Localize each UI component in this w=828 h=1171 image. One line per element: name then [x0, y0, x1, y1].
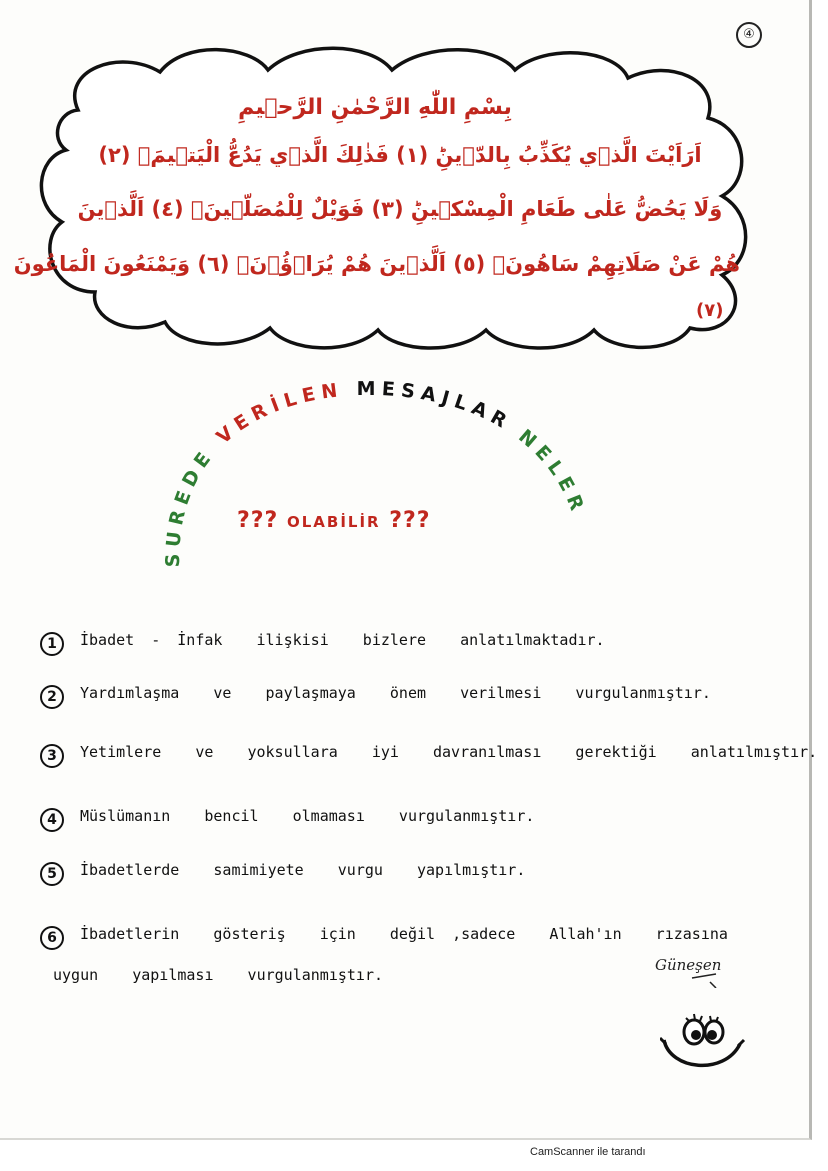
item-number: 5 — [40, 862, 64, 886]
olabilir-word: OLABİLİR — [286, 513, 381, 531]
item-text: Yetimlere ve yoksullara iyi davranılması gerektiği anlatılmıştır. — [80, 743, 818, 761]
item-number: 4 — [40, 808, 64, 832]
item-number: 6 — [40, 926, 64, 950]
item-text: İbadetlerde samimiyete vurgu yapılmıştır. — [80, 861, 526, 879]
arc-word-surede: SUREDE — [162, 443, 219, 568]
page-number: ④ — [736, 22, 762, 48]
signature-flourish — [690, 968, 720, 988]
item-text: İbadet - İnfak ilişkisi bizlere anlatılmaktadır. — [80, 631, 605, 649]
arc-word-neler: NELER — [514, 425, 590, 520]
item-number: 2 — [40, 685, 64, 709]
arc-word-mesajlar: MESAJLAR — [356, 377, 516, 436]
item-text: Yardımlaşma ve paylaşmaya önem verilmesi vurgulanmıştır. — [80, 684, 711, 702]
olabilir-heading — [237, 508, 431, 533]
surah-line-2: وَلَا يَحُضُّ عَلٰى طَعَامِ الْمِسْك۪ينِؕ (٣) فَوَيْلٌ لِلْمُصَلّ۪ينَۙ (٤) اَلَّذ۪ينَ — [77, 197, 723, 221]
item-number: 3 — [40, 744, 64, 768]
surah-end-marker: (٧) — [696, 300, 724, 321]
item-text: İbadetlerin gösteriş için değil ,sadece Allah'ın rızasına — [80, 925, 728, 943]
arc-word-verilen: VERİLEN — [212, 378, 345, 449]
surah-line-3: هُمْ عَنْ صَلَاتِهِمْ سَاهُونَۙ (٥) اَلَّذ۪ينَ هُمْ يُرَاۤؤُ۫نَۙ (٦) وَيَمْنَعُونَ الْمَاعُونَ — [13, 252, 740, 276]
question-marks-left: ??? — [237, 508, 279, 533]
item-text-continuation: uygun yapılması vurgulanmıştır. — [53, 966, 384, 984]
surah-line-1: اَرَاَيْتَ الَّذ۪ي يُكَذِّبُ بِالدّ۪ينِؕ (١) فَذٰلِكَ الَّذ۪ي يَدُعُّ الْيَت۪يمَۙ (٢) — [98, 143, 702, 167]
question-marks-right: ??? — [389, 508, 431, 533]
signature: Güneşen — [655, 956, 722, 974]
svg-text:SUREDE VERİ — [162, 378, 590, 567]
basmala: بِسْمِ اللّٰهِ الرَّحْمٰنِ الرَّح۪يمِ — [238, 95, 512, 120]
item-number: 1 — [40, 632, 64, 656]
smiley-face-icon — [660, 1000, 750, 1080]
scanner-footer: CamScanner ile tarandı — [530, 1146, 646, 1158]
item-text: Müslümanın bencil olmaması vurgulanmıştır. — [80, 807, 535, 825]
